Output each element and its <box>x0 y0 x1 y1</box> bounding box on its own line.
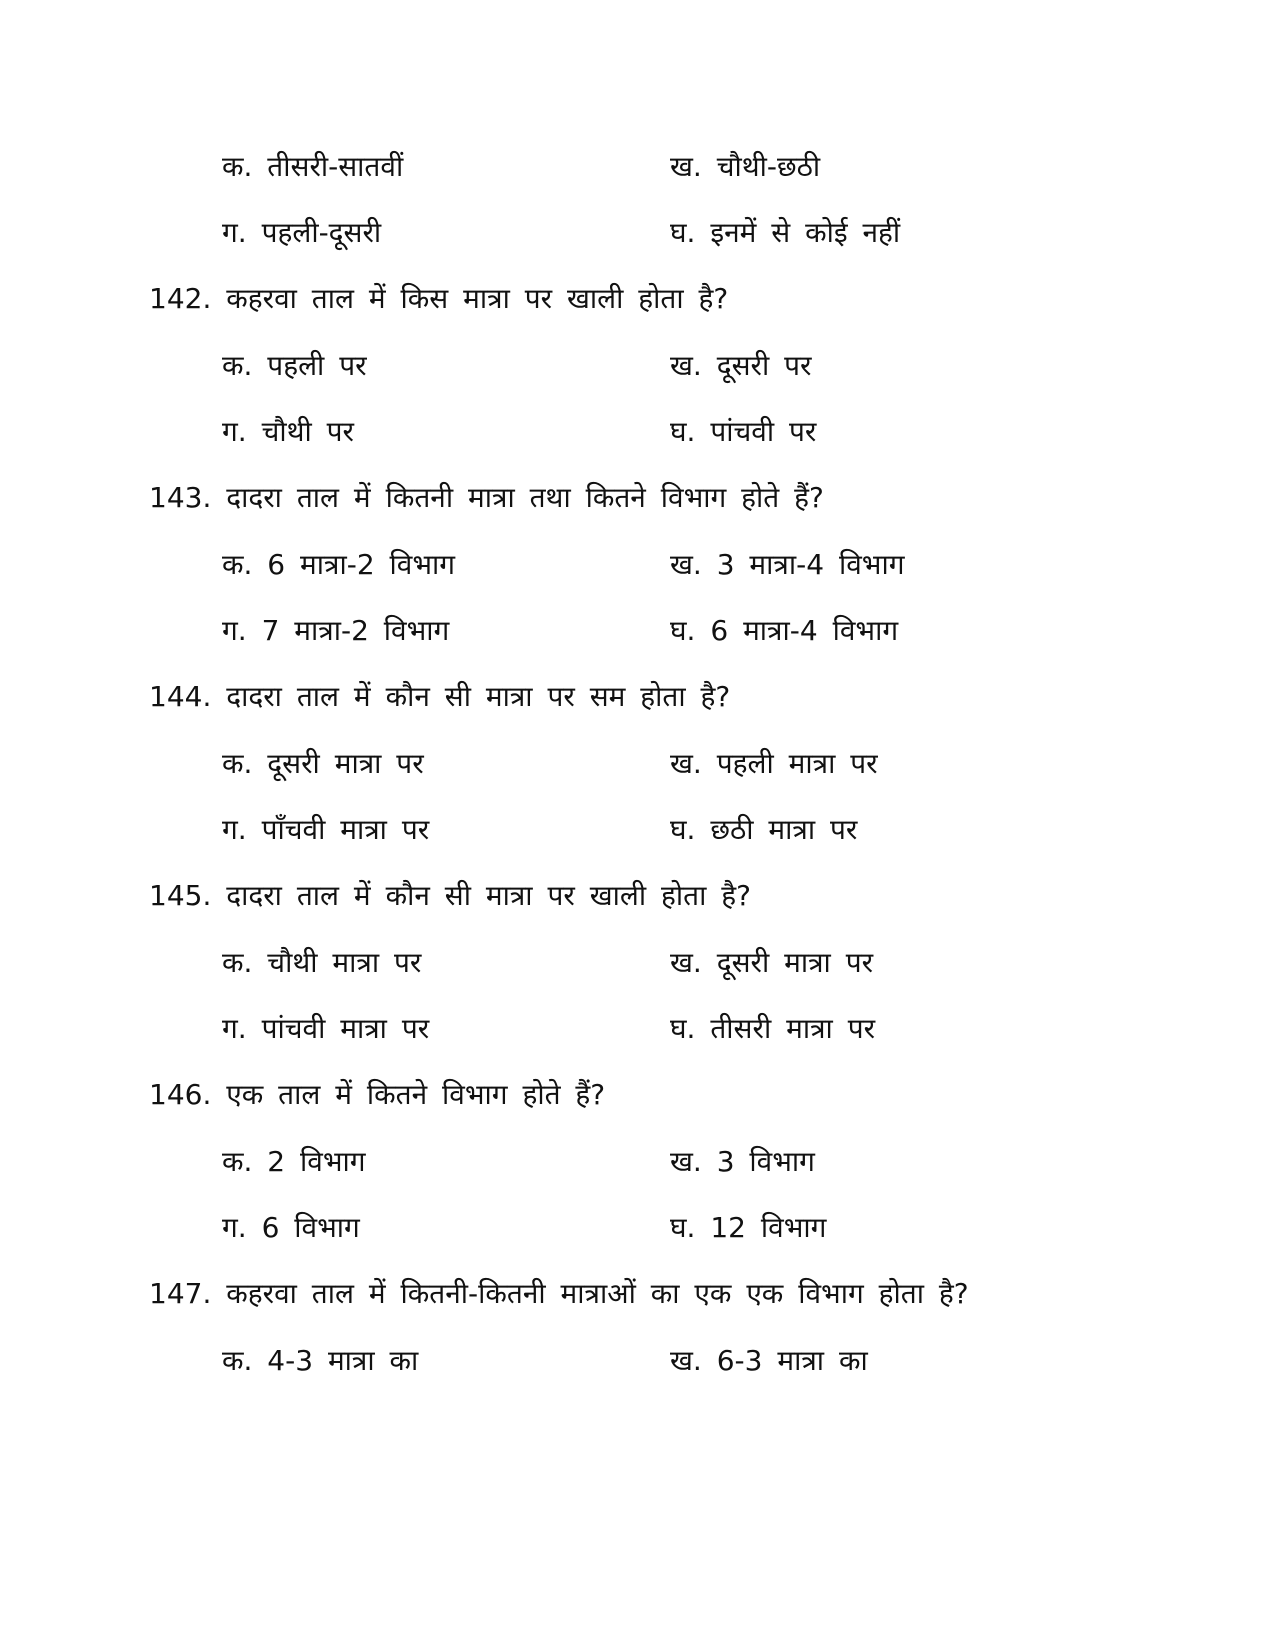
option-ka: क. तीसरी-सातवीं <box>222 150 404 183</box>
option-gha: घ. इनमें से कोई नहीं <box>670 216 901 249</box>
option-gha: घ. तीसरी मात्रा पर <box>670 1012 876 1045</box>
option-gha: घ. पांचवी पर <box>670 415 817 448</box>
question-146: 146. एक ताल में कितने विभाग होते हैं? <box>149 1078 606 1111</box>
option-ka: क. 6 मात्रा-2 विभाग <box>222 548 456 581</box>
option-kha: ख. चौथी-छठी <box>670 150 821 183</box>
option-ga: ग. चौथी पर <box>222 415 354 448</box>
option-ga: ग. 7 मात्रा-2 विभाग <box>222 614 450 647</box>
option-ga: ग. 6 विभाग <box>222 1211 360 1244</box>
option-gha: घ. 12 विभाग <box>670 1211 827 1244</box>
option-kha: ख. 3 मात्रा-4 विभाग <box>670 548 905 581</box>
question-143: 143. दादरा ताल में कितनी मात्रा तथा कितने विभाग होते हैं? <box>149 481 824 514</box>
option-ka: क. 2 विभाग <box>222 1145 366 1178</box>
question-145: 145. दादरा ताल में कौन सी मात्रा पर खाली होता है? <box>149 879 751 912</box>
option-ka: क. चौथी मात्रा पर <box>222 946 422 979</box>
option-kha: ख. दूसरी पर <box>670 349 812 382</box>
question-147: 147. कहरवा ताल में कितनी-कितनी मात्राओं का एक एक विभाग होता है? <box>149 1277 969 1310</box>
question-142: 142. कहरवा ताल में किस मात्रा पर खाली होता है? <box>149 282 729 315</box>
option-kha: ख. दूसरी मात्रा पर <box>670 946 874 979</box>
option-ga: ग. पांचवी मात्रा पर <box>222 1012 430 1045</box>
option-ga: ग. पहली-दूसरी <box>222 216 382 249</box>
option-ka: क. पहली पर <box>222 349 367 382</box>
option-ka: क. दूसरी मात्रा पर <box>222 747 424 780</box>
option-gha: घ. छठी मात्रा पर <box>670 813 858 846</box>
option-kha: ख. पहली मात्रा पर <box>670 747 878 780</box>
question-144: 144. दादरा ताल में कौन सी मात्रा पर सम होता है? <box>149 680 731 713</box>
option-gha: घ. 6 मात्रा-4 विभाग <box>670 614 899 647</box>
option-ga: ग. पाँचवी मात्रा पर <box>222 813 430 846</box>
option-ka: क. 4-3 मात्रा का <box>222 1344 419 1377</box>
option-kha: ख. 3 विभाग <box>670 1145 815 1178</box>
option-kha: ख. 6-3 मात्रा का <box>670 1344 868 1377</box>
